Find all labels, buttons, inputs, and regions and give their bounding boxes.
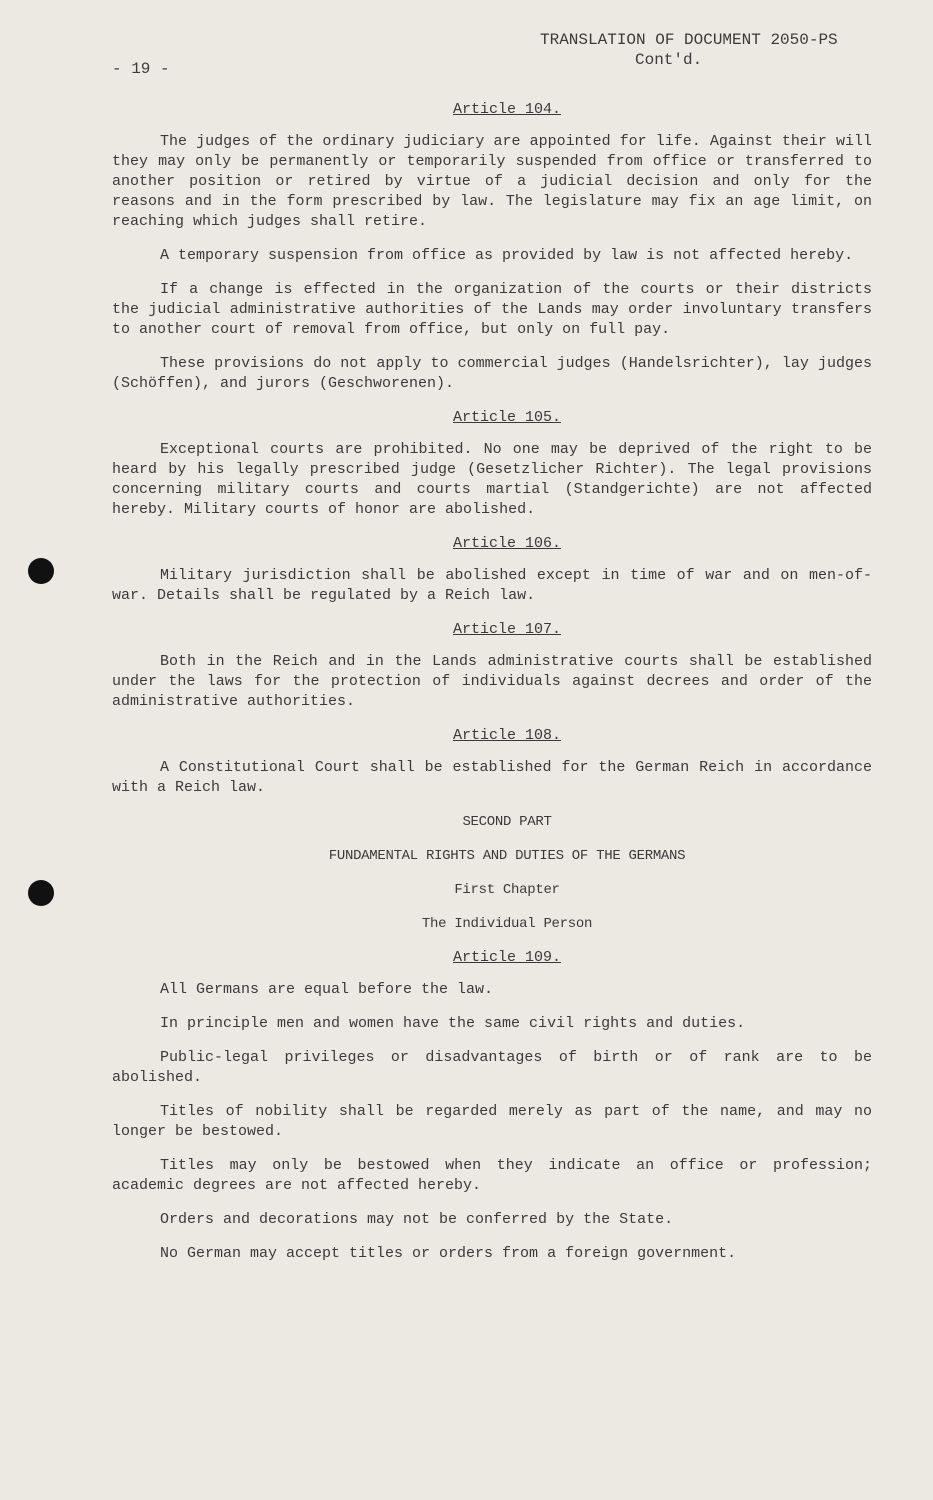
document-body (112, 100, 872, 1278)
chapter-number: First Chapter (454, 882, 560, 898)
paragraph: If a change is effected in the organization of the courts or their districts the judicial administrative authorities of the Lands may order involuntary transfers to another court of removal from office, but only on full pay. (112, 281, 872, 338)
article-heading: Article 107. (452, 621, 562, 638)
document-header (540, 30, 838, 70)
paragraph: Exceptional courts are prohibited. No one may be deprived of the right to be heard by his legally prescribed judge (Gesetzlicher Richter). The legal provisions concerning military courts and courts martial (Standgerichte) are not affected hereby. Military courts of honor are abolished. (112, 441, 872, 518)
part-title: SECOND PART (462, 814, 552, 830)
chapter-title: The Individual Person (421, 916, 593, 932)
paragraph: These provisions do not apply to commercial judges (Handelsrichter), lay judges (Schöffen), and jurors (Geschworenen). (112, 355, 872, 392)
paragraph: Orders and decorations may not be conferred by the State. (160, 1211, 674, 1228)
article-heading: Article 109. (452, 949, 562, 966)
paragraph: In principle men and women have the same civil rights and duties. (160, 1015, 746, 1032)
paragraph: All Germans are equal before the law. (160, 981, 494, 998)
paragraph: Both in the Reich and in the Lands administrative courts shall be established under the laws for the protection of individuals against decrees and order of the administrative authorities. (112, 653, 872, 710)
paragraph: A temporary suspension from office as provided by law is not affected hereby. (160, 247, 854, 264)
article-heading: Article 108. (452, 727, 562, 744)
article-heading: Article 105. (452, 409, 562, 426)
punch-hole (28, 880, 54, 906)
paragraph: A Constitutional Court shall be established for the German Reich in accordance with a Reich law. (112, 759, 872, 796)
paragraph: Titles may only be bestowed when they indicate an office or profession; academic degrees are not affected hereby. (112, 1157, 872, 1194)
punch-hole (28, 558, 54, 584)
paragraph: Titles of nobility shall be regarded merely as part of the name, and may no longer be bestowed. (112, 1103, 872, 1140)
paragraph: Military jurisdiction shall be abolished except in time of war and on men-of-war. Details shall be regulated by a Reich law. (112, 567, 872, 604)
paragraph: No German may accept titles or orders from a foreign government. (160, 1245, 737, 1262)
document-title: TRANSLATION OF DOCUMENT 2050-PS (540, 31, 838, 49)
paragraph: Public-legal privileges or disadvantages of birth or of rank are to be abolished. (112, 1049, 872, 1086)
article-heading: Article 106. (452, 535, 562, 552)
paragraph: The judges of the ordinary judiciary are appointed for life. Against their will they may only be permanently or temporarily suspended from office or transferred to another position or retired by virtue of a judicial decision and only for the reasons and in the form prescribed by law. The legislature may fix an age limit, on reaching which judges shall retire. (112, 133, 872, 230)
page-number: - 19 - (112, 60, 170, 78)
part-subtitle: FUNDAMENTAL RIGHTS AND DUTIES OF THE GERMANS (328, 848, 686, 864)
article-heading: Article 104. (452, 101, 562, 118)
continued-label: Cont'd. (635, 51, 703, 69)
